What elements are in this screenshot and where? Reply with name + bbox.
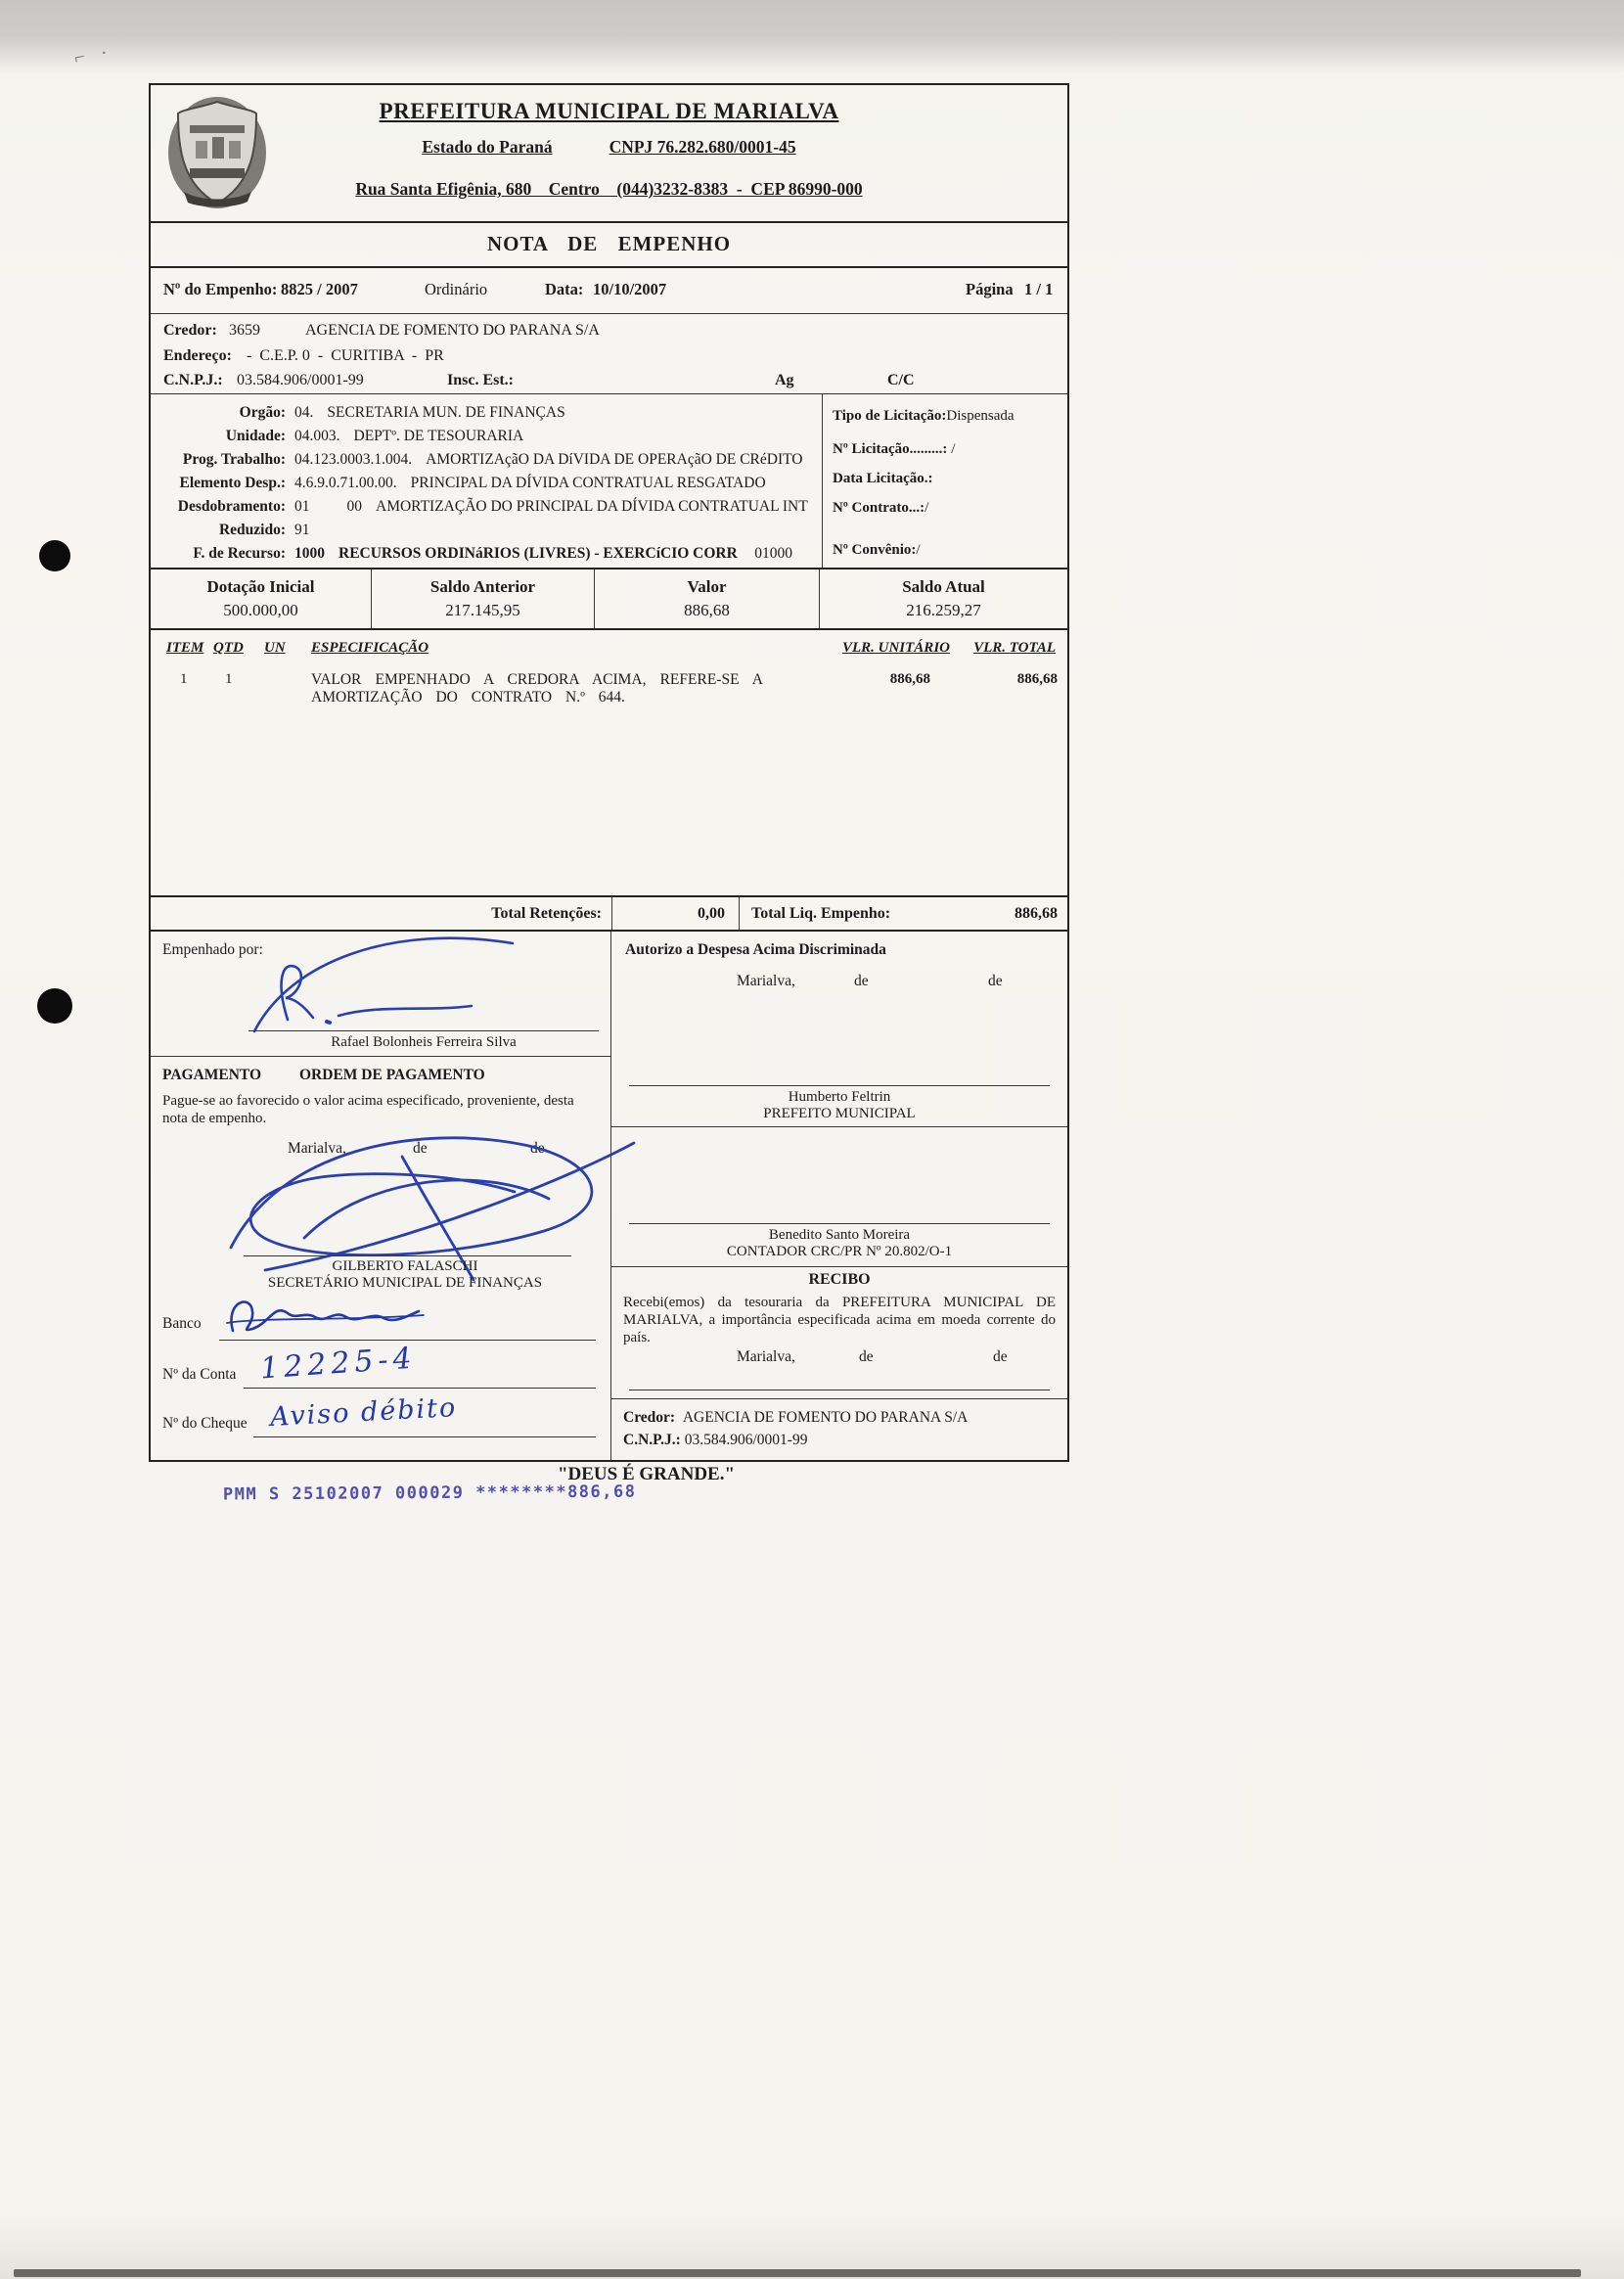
banco-label: Banco <box>162 1315 202 1332</box>
contrato-value: / <box>925 500 929 516</box>
header-line-3 <box>151 179 1067 200</box>
nota-de-empenho-form <box>149 83 1069 1462</box>
secretario-nome: GILBERTO FALASCHI <box>332 1258 478 1274</box>
document-title-bar <box>151 221 1067 266</box>
address-label: Endereço: <box>163 347 232 364</box>
recibo-cnpj-row <box>623 1432 807 1449</box>
pagamento-local: Marialva, <box>288 1140 346 1157</box>
right-divider-3 <box>611 1398 1067 1399</box>
saldo-anterior-header: Saldo Anterior <box>429 577 536 596</box>
saldo-anterior-cell <box>371 570 594 628</box>
autorizo-titulo: Autorizo a Despesa Acima Discriminada <box>625 941 886 958</box>
elemento-despesa-row <box>151 472 822 495</box>
hole-punch-bottom <box>37 988 72 1024</box>
items-area <box>151 628 1067 895</box>
contador-nome: Benedito Santo Moreira <box>768 1227 911 1243</box>
total-retencoes-label: Total Retenções: <box>491 904 602 922</box>
empenho-date-label: Data: <box>545 280 584 298</box>
orgao-code: 04. <box>294 404 314 421</box>
state-label: Estado do Paraná <box>422 137 553 157</box>
left-divider-1 <box>151 1056 610 1057</box>
elemento-code: 4.6.9.0.71.00.00. <box>294 475 397 491</box>
saldo-atual-value: 216.259,27 <box>906 601 981 619</box>
desdobramento-code2: 00 <box>346 498 362 515</box>
empenhado-por-label: Empenhado por: <box>162 941 263 958</box>
unidade-label: Unidade: <box>225 428 286 444</box>
fonte-recurso-row <box>151 542 822 566</box>
prog-trabalho-row <box>151 448 822 472</box>
orgao-label: Orgão: <box>239 404 286 421</box>
agency-label: Ag <box>775 372 794 388</box>
valor-header: Valor <box>687 577 727 596</box>
elemento-label: Elemento Desp.: <box>179 475 286 491</box>
total-liquido-cell <box>739 897 1067 930</box>
convenio-label: Nº Convênio: <box>833 542 917 558</box>
licitacao-data-label: Data Licitação.: <box>833 471 933 486</box>
fonte-recurso-label: F. de Recurso: <box>193 545 286 562</box>
amounts-table <box>151 568 1067 628</box>
conta-handwriting: 12225-4 <box>258 1341 418 1387</box>
cheque-handwriting: Aviso débito <box>269 1392 458 1433</box>
recibo-credor-label: Credor: <box>623 1409 676 1426</box>
recibo-credor-row <box>623 1409 968 1427</box>
col-espec-header: ESPECIFICAÇÃO <box>311 640 429 656</box>
right-divider-1 <box>611 1126 1067 1127</box>
orgao-row <box>151 401 822 425</box>
autorizo-local: Marialva, <box>737 973 795 989</box>
banco-line <box>219 1340 596 1341</box>
item-qty: 1 <box>225 671 233 687</box>
pagamento-de1: de <box>413 1140 428 1157</box>
col-un-header: UN <box>264 640 286 656</box>
autorizo-de1: de <box>854 973 869 989</box>
dotacao-inicial-header: Dotação Inicial <box>206 577 315 596</box>
contador-signature-line <box>629 1223 1050 1224</box>
total-liquido-value: 886,68 <box>1015 904 1058 922</box>
contador-cargo: CONTADOR CRC/PR Nº 20.802/O-1 <box>726 1244 953 1259</box>
col-total-header: VLR. TOTAL <box>973 640 1056 656</box>
total-retencoes-value: 0,00 <box>611 897 739 930</box>
cnpj-label: C.N.P.J.: <box>163 372 223 388</box>
right-divider-2 <box>611 1266 1067 1267</box>
page-value: 1 / 1 <box>1024 280 1054 298</box>
state-registration-label: Insc. Est.: <box>447 372 515 388</box>
licitacao-numero-value: / <box>951 441 956 457</box>
banco-handwriting-scribble <box>223 1292 429 1343</box>
account-label: C/C <box>887 372 915 388</box>
dotacao-inicial-value: 500.000,00 <box>223 601 298 619</box>
col-qtd-header: QTD <box>213 640 244 656</box>
empenhado-nome: Rafael Bolonheis Ferreira Silva <box>331 1034 517 1050</box>
prefeito-signature-line <box>629 1085 1050 1086</box>
reduzido-row <box>151 519 822 542</box>
motto-text: "DEUS É GRANDE." <box>557 1464 736 1484</box>
unidade-code: 04.003. <box>294 428 340 444</box>
cnpj-value: 03.584.906/0001-99 <box>237 372 364 388</box>
prog-trabalho-label: Prog. Trabalho: <box>182 451 286 468</box>
desdobramento-label: Desdobramento: <box>177 498 286 515</box>
recibo-local: Marialva, <box>737 1348 795 1365</box>
scan-edge-shadow <box>14 2269 1581 2277</box>
fonte-recurso-extra: 01000 <box>754 545 792 562</box>
secretario-signature-line <box>244 1255 571 1256</box>
cheque-line <box>253 1436 596 1437</box>
empenhado-signature <box>237 922 520 1039</box>
contrato-label: Nº Contrato...: <box>833 500 925 516</box>
empenho-number-label: Nº do Empenho: <box>163 280 278 298</box>
contrato <box>833 500 928 517</box>
valor-cell <box>594 570 819 628</box>
convenio <box>833 542 921 559</box>
saldo-atual-header: Saldo Atual <box>902 577 985 596</box>
recibo-credor-value: AGENCIA DE FOMENTO DO PARANA S/A <box>682 1409 969 1426</box>
prefeito-nome: Humberto Feltrin <box>788 1089 891 1105</box>
empenhado-signature-line <box>248 1030 599 1031</box>
dot-matrix-print-line: PMM S 25102007 000029 ********886,68 <box>222 1481 637 1505</box>
empenho-type: Ordinário <box>425 280 488 298</box>
item-number: 1 <box>180 671 188 687</box>
saldo-atual-cell <box>819 570 1067 628</box>
creditor-name: AGENCIA DE FOMENTO DO PARANA S/A <box>305 322 600 339</box>
prog-trabalho-code: 04.123.0003.1.004. <box>294 451 413 468</box>
recibo-de1: de <box>859 1348 874 1365</box>
unidade-desc: DEPTº. DE TESOURARIA <box>353 428 524 444</box>
desdobramento-desc: AMORTIZAÇÃO DO PRINCIPAL DA DÍVIDA CONTRATUAL INT <box>376 498 808 515</box>
reduzido-label: Reduzido: <box>218 522 286 538</box>
conta-label: Nº da Conta <box>162 1366 237 1383</box>
desdobramento-row <box>151 495 822 519</box>
empenho-number-row <box>151 266 1067 313</box>
creditor-block <box>151 313 1067 393</box>
saldo-anterior-value: 217.145,95 <box>445 601 520 619</box>
col-item-header: ITEM <box>166 640 204 656</box>
pagamento-texto: Pague-se ao favorecido o valor acima especificado, proveniente, desta nota de empenho. <box>162 1093 574 1126</box>
orgao-desc: SECRETARIA MUN. DE FINANÇAS <box>327 404 565 421</box>
autorizo-de2: de <box>988 973 1003 989</box>
org-cnpj: CNPJ 76.282.680/0001-45 <box>609 137 796 157</box>
cheque-label: Nº do Cheque <box>162 1415 248 1432</box>
prefeito-cargo: PREFEITO MUNICIPAL <box>763 1106 916 1121</box>
pen-mark: ⌐ · <box>72 41 115 69</box>
col-unitario-header: VLR. UNITÁRIO <box>841 640 950 656</box>
pagamento-de2: de <box>530 1140 545 1157</box>
address-value: - C.E.P. 0 - CURITIBA - PR <box>247 347 444 364</box>
licitacao-numero <box>833 441 955 458</box>
licitacao-tipo <box>833 408 1015 425</box>
valor-value: 886,68 <box>684 601 730 619</box>
item-description: VALOR EMPENHADO A CREDORA ACIMA, REFERE-SE A AMORTIZAÇÃO DO CONTRATO N.º 644. <box>311 671 763 706</box>
recibo-cnpj-value: 03.584.906/0001-99 <box>684 1432 808 1448</box>
authorization-column <box>611 932 1067 1460</box>
item-unit-value: 886,68 <box>889 671 930 687</box>
item-total-value: 886,68 <box>1016 671 1058 687</box>
budget-block <box>151 393 1067 568</box>
document-title: NOTA DE EMPENHO <box>486 232 732 255</box>
recibo-de2: de <box>993 1348 1008 1365</box>
hole-punch-top <box>39 540 70 571</box>
secretario-cargo: SECRETÁRIO MUNICIPAL DE FINANÇAS <box>267 1275 543 1291</box>
creditor-code: 3659 <box>229 322 260 339</box>
unidade-row <box>151 425 822 448</box>
dotacao-inicial-cell <box>151 570 371 628</box>
header-line-2 <box>151 137 1067 158</box>
budget-left-column <box>151 394 822 566</box>
org-address: Rua Santa Efigênia, 680 Centro (044)3232-8383 - CEP 86990-000 <box>355 179 863 199</box>
page-label: Página <box>966 280 1014 298</box>
reduzido-code: 91 <box>294 522 310 538</box>
licitacao-tipo-label: Tipo de Licitação: <box>833 408 947 424</box>
fonte-recurso-desc: RECURSOS ORDINáRIOS (LIVRES) - EXERCíCIO CORR <box>338 545 738 562</box>
total-liquido-label: Total Liq. Empenho: <box>751 904 891 922</box>
form-header <box>151 85 1067 221</box>
ordem-pagamento-titulo: ORDEM DE PAGAMENTO <box>299 1067 485 1083</box>
licitacao-tipo-value: Dispensada <box>946 408 1015 424</box>
empenho-date-value: 10/10/2007 <box>593 280 667 298</box>
recibo-titulo: RECIBO <box>808 1271 871 1288</box>
creditor-label: Credor: <box>163 322 217 339</box>
recibo-texto: Recebi(emos) da tesouraria da PREFEITURA MUNICIPAL DE MARIALVA, a importância especificada acima em moeda corrente do país. <box>623 1295 1056 1345</box>
pagamento-titulo: PAGAMENTO <box>162 1067 262 1083</box>
licitacao-column <box>822 394 1067 568</box>
payment-column <box>151 932 611 1460</box>
empenho-number-value: 8825 / 2007 <box>281 280 358 298</box>
desdobramento-code1: 01 <box>294 498 310 515</box>
fonte-recurso-code: 1000 <box>294 545 325 562</box>
prog-trabalho-desc: AMORTIZAçãO DA DíVIDA DE OPERAçãO DE CRéDITO <box>426 451 803 468</box>
licitacao-numero-label: Nº Licitação.........: <box>833 441 948 457</box>
signatures-area <box>151 930 1067 1460</box>
organization-name: PREFEITURA MUNICIPAL DE MARIALVA <box>379 99 839 123</box>
recibo-cnpj-label: C.N.P.J.: <box>623 1432 681 1448</box>
convenio-value: / <box>916 542 921 558</box>
conta-line <box>244 1388 596 1389</box>
elemento-desc: PRINCIPAL DA DÍVIDA CONTRATUAL RESGATADO <box>410 475 766 491</box>
